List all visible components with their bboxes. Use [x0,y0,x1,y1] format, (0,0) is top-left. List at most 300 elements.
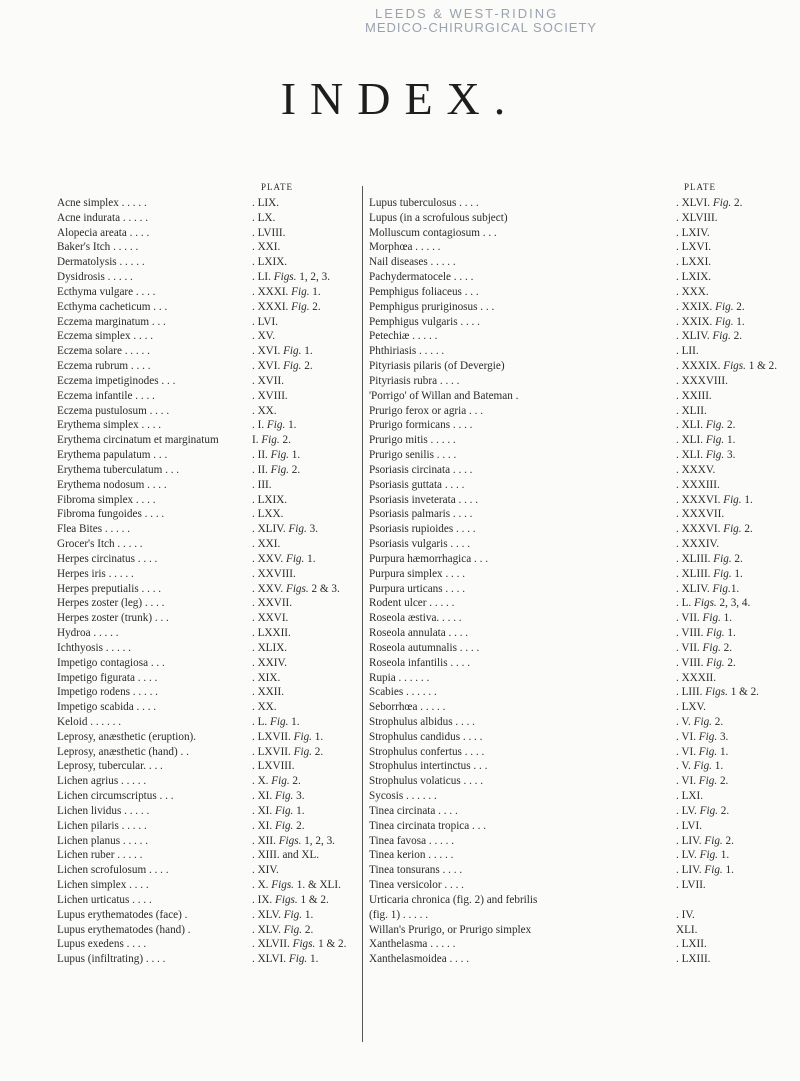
entry-plate-ref: . XLV. Fig. 1. [252,908,314,921]
index-entry [369,700,759,715]
entry-term: Impetigo scabida . . . . [57,701,157,714]
index-entry [369,329,759,344]
index-entry [57,240,357,255]
entry-term: Rupia . . . . . . [369,671,430,684]
entry-term: Erythema circinatum et marginatum [57,434,219,447]
entry-term: Lichen scrofulosum . . . . [57,864,169,877]
stamp-line-2: MEDICO-CHIRURGICAL SOCIETY [365,20,598,35]
entry-plate-ref: . XXIX. Fig. 2. [676,300,745,313]
index-entry [369,478,759,493]
entry-term: Leprosy, anæsthetic (eruption). [57,730,197,743]
entry-plate-ref: . LV. Fig. 2. [676,804,730,817]
entry-plate-ref: . XXXVIII. [676,374,728,387]
index-entry [369,374,759,389]
entry-plate-ref: . XXIII. [676,389,712,402]
entry-term: Pemphigus vulgaris . . . . [369,315,480,328]
index-entry [57,804,357,819]
index-entry [369,522,759,537]
index-entry [369,730,759,745]
index-entry [369,389,759,404]
index-entry [57,685,357,700]
entry-term: Herpes circinatus . . . . [57,552,158,565]
plate-header-right: PLATE [684,182,716,192]
entry-plate-ref: . LXIV. [676,226,710,239]
entry-term: Lupus erythematodes (face) . [57,908,188,921]
index-entry [57,730,357,745]
entry-plate-ref: . XVI. Fig. 1. [252,345,313,358]
entry-term: Psoriasis vulgaris . . . . [369,538,470,551]
entry-term: Eczema solare . . . . . [57,345,150,358]
entry-plate-ref: . XLIII. Fig. 1. [676,567,743,580]
entry-term: Xanthelasmoidea . . . . [369,953,470,966]
entry-term: Pityriasis rubra . . . . [369,374,460,387]
entry-term: Dysidrosis . . . . . [57,271,133,284]
index-entry [369,359,777,374]
entry-plate-ref: . LXI. [676,790,704,803]
entry-term: Grocer's Itch . . . . . [57,538,143,551]
entry-term: Morphœa . . . . . [369,241,441,254]
entry-term: Lupus erythematodes (hand) . [57,923,191,936]
index-entry [369,715,759,730]
entry-term: Eczema marginatum . . . [57,315,166,328]
entry-term: Prurigo formicans . . . . [369,419,473,432]
entry-plate-ref: . XLVI. Fig. 1. [252,953,319,966]
entry-plate-ref: . LXIII. [676,953,711,966]
index-entry [57,507,357,522]
entry-plate-ref: . XXXIV. [676,538,719,551]
index-column-left [57,182,357,967]
entry-term: Tinea favosa . . . . . [369,834,455,847]
entry-term: Pemphigus foliaceus . . . [369,285,479,298]
index-entry [57,848,357,863]
entry-term: Acne indurata . . . . . [57,211,149,224]
entry-term: Psoriasis rupioides . . . . [369,523,476,536]
entry-plate-ref: . V. Fig. 2. [676,715,724,728]
entry-term: Tinea kerion . . . . . [369,849,454,862]
entry-term: Erythema nodosum . . . . [57,478,167,491]
index-entry [369,418,759,433]
entry-plate-ref: . XLIX. [252,641,288,654]
entry-term: Herpes zoster (trunk) . . . [57,612,169,625]
entry-plate-ref: . LIII. Figs. 1 & 2. [676,686,759,699]
index-entry [369,656,759,671]
entry-plate-ref: . XX. [252,701,277,714]
entry-plate-ref: . X. Figs. 1. & XLI. [252,879,341,892]
entry-term: Hydroa . . . . . [57,627,119,640]
entry-term: Lichen agrius . . . . . [57,775,147,788]
index-entry [57,745,357,760]
entry-plate-ref: . LVIII. [252,226,286,239]
entry-plate-ref: . XLIV. Fig. 3. [252,523,318,536]
index-entry [369,789,759,804]
index-entry [57,611,357,626]
entry-plate-ref: . XXIV. [252,656,287,669]
entry-term: Psoriasis palmaris . . . . [369,508,473,521]
entry-plate-ref: . LVI. [252,315,279,328]
index-entry [57,878,357,893]
index-entry [369,196,759,211]
entry-term: Prurigo mitis . . . . . [369,434,456,447]
entry-plate-ref: . XLI. Fig. 1. [676,434,736,447]
index-entry [369,537,759,552]
entry-plate-ref: . XIV. [252,864,279,877]
entry-term: Tinea circinata tropica . . . [369,819,487,832]
index-entry [57,478,357,493]
entry-plate-ref: . II. Fig. 1. [252,449,301,462]
entry-plate-ref: . LXVIII. [252,760,295,773]
index-entry [57,819,357,834]
entry-term: Strophulus confertus . . . . [369,745,485,758]
entry-plate-ref: . VI. Fig. 2. [676,775,729,788]
index-entry [369,671,759,686]
entry-term: Fibroma fungoides . . . . [57,508,165,521]
entry-term: Psoriasis circinata . . . . [369,463,473,476]
entry-term: Herpes zoster (leg) . . . . [57,597,165,610]
index-entry [369,641,759,656]
index-entry [369,923,759,938]
entry-plate-ref: . LXVII. Fig. 2. [252,745,324,758]
entry-term: Xanthelasma . . . . . [369,938,456,951]
entry-term: Roseola autumnalis . . . . [369,641,480,654]
index-entry [369,937,759,952]
entry-term: Lichen lividus . . . . . [57,804,150,817]
entry-plate-ref: . XXI. [252,538,281,551]
index-entry [369,463,759,478]
entry-plate-ref: . LXIX. [252,256,288,269]
index-entry [57,863,357,878]
entry-term: Sycosis . . . . . . [369,790,437,803]
entry-term: Acne simplex . . . . . [57,197,147,209]
entry-plate-ref: . XLIV. Fig.1. [676,582,740,595]
stamp-line-1: LEEDS & WEST-RIDING [375,6,559,21]
index-entry [57,493,357,508]
entry-plate-ref: . LXII. [676,938,707,951]
index-entry [57,596,357,611]
index-entry [369,626,759,641]
entry-plate-ref: . XLI. Fig. 3. [676,449,736,462]
entry-plate-ref: . VII. Fig. 1. [676,612,733,625]
entry-plate-ref: . XLII. [676,404,707,417]
entry-plate-ref: . XXXV. [676,463,716,476]
entry-term: Strophulus candidus . . . . [369,730,483,743]
entry-plate-ref: . XXXII. [676,671,717,684]
index-entry [57,626,357,641]
entry-plate-ref: . VI. Fig. 3. [676,730,729,743]
entry-term: Impetigo rodens . . . . . [57,686,158,699]
entry-plate-ref: . LXXI. [676,256,712,269]
entry-plate-ref: . XV. [252,330,276,343]
index-entry [57,374,357,389]
entry-term: Eczema simplex . . . . [57,330,153,343]
entry-plate-ref: . IX. Figs. 1 & 2. [252,893,329,906]
plate-header-left: PLATE [261,182,293,192]
entry-plate-ref: . XXV. Fig. 1. [252,552,316,565]
entry-term: Ichthyosis . . . . . [57,641,131,654]
entry-plate-ref: . XLVI. Fig. 2. [676,197,743,209]
entry-term: Willan's Prurigo, or Prurigo simplex [369,923,532,936]
entry-term: Strophulus albidus . . . . [369,715,475,728]
index-entry [57,196,357,211]
entry-term: Tinea tonsurans . . . . [369,864,463,877]
index-entry [57,789,357,804]
entry-term: Pemphigus pruriginosus . . . [369,300,495,313]
index-entry [369,819,759,834]
entry-plate-ref: . V. Fig. 1. [676,760,724,773]
index-entry [57,389,357,404]
index-entry [369,300,759,315]
entry-term: Strophulus volaticus . . . . [369,775,484,788]
entry-plate-ref: . XVI. Fig. 2. [252,360,313,373]
index-entry [57,226,357,241]
entry-plate-ref: . XXXI. Fig. 1. [252,285,321,298]
entry-plate-ref: . IV. [676,908,695,921]
entry-plate-ref: . XLIII. Fig. 2. [676,552,743,565]
entry-plate-ref: . XVII. [252,374,285,387]
entry-term: Alopecia areata . . . . [57,226,150,239]
entry-plate-ref: . LIX. [252,197,280,209]
index-entry [369,507,759,522]
index-entry [57,759,357,774]
index-entry [369,240,759,255]
entry-term: Herpes iris . . . . . [57,567,134,580]
entry-term: Erythema tuberculatum . . . [57,463,180,476]
entry-term: Roseola æstiva. . . . . [369,612,462,625]
page-title: INDEX. [280,73,520,124]
entry-term: Seborrhœa . . . . . [369,701,446,714]
entry-plate-ref: . XLVIII. [676,211,718,224]
entry-plate-ref: . XLI. Fig. 2. [676,419,736,432]
entry-term: Keloid . . . . . . [57,715,122,728]
index-entry [57,537,357,552]
entry-plate-ref: . VIII. Fig. 2. [676,656,736,669]
entry-term: Prurigo ferox or agria . . . [369,404,484,417]
entry-term: Rodent ulcer . . . . . [369,597,455,610]
index-entry [57,567,357,582]
index-entry [57,418,357,433]
index-entry [369,759,759,774]
index-entry [57,270,357,285]
entry-plate-ref: . XXVII. [252,597,293,610]
entry-term: Ecthyma cacheticum . . . [57,300,168,313]
entry-term: Impetigo figurata . . . . [57,671,158,684]
entry-term: Fibroma simplex . . . . [57,493,156,506]
entry-term: Purpura urticans . . . . [369,582,466,595]
index-entry [57,774,357,789]
entry-term: Eczema impetiginodes . . . [57,374,176,387]
entry-plate-ref: . XXVIII. [252,567,296,580]
index-entry [57,359,357,374]
entry-plate-ref: . LXV. [676,701,706,714]
entry-plate-ref: . LXIX. [676,271,712,284]
index-entry [369,952,759,967]
index-entry [369,611,759,626]
entry-term: Lichen simplex . . . . [57,879,149,892]
index-entry [57,552,357,567]
entry-plate-ref: . LIV. Fig. 1. [676,864,734,877]
entry-plate-ref: . LV. Fig. 1. [676,849,730,862]
entry-term: Erythema papulatum . . . [57,449,168,462]
index-entry [57,522,357,537]
index-entry [57,315,357,330]
index-entry [369,344,759,359]
entry-plate-ref: . XI. Fig. 3. [252,790,305,803]
index-entry [369,848,759,863]
index-entry [369,893,759,908]
index-entry [57,952,357,967]
entry-term: Lichen planus . . . . . [57,834,149,847]
index-entry [57,908,357,923]
index-entry [369,596,759,611]
entry-plate-ref: XLI. [676,923,698,936]
entry-term: Pityriasis pilaris (of Devergie) [369,360,505,373]
index-entry [369,878,759,893]
index-entry [369,270,759,285]
entry-term: Psoriasis inveterata . . . . [369,493,479,506]
index-entry [57,448,357,463]
index-entry [369,448,759,463]
index-entry [369,404,759,419]
index-entry [369,804,759,819]
entry-plate-ref: . XXXVI. Fig. 1. [676,493,753,506]
index-entry [57,937,357,952]
entry-term: Lichen circumscriptus . . . [57,790,174,803]
entry-plate-ref: . LII. [676,345,699,358]
entry-term: Prurigo senilis . . . . [369,449,457,462]
entry-term: Impetigo contagiosa . . . [57,656,165,669]
entry-plate-ref: . XLV. Fig. 2. [252,923,314,936]
entry-plate-ref: . XI. Fig. 2. [252,819,305,832]
entry-term: Lichen pilaris . . . . . [57,819,147,832]
entry-plate-ref: . XVIII. [252,389,288,402]
entry-plate-ref: . XXXI. Fig. 2. [252,300,321,313]
entry-plate-ref: . LVI. [676,819,703,832]
entry-term: Purpura hæmorrhagica . . . [369,552,488,565]
entry-plate-ref: . XLVII. Figs. 1 & 2. [252,938,347,951]
entry-term: Eczema pustulosum . . . . [57,404,170,417]
entry-plate-ref: . LX. [252,211,276,224]
entry-plate-ref: . XXXIX. Figs. 1 & 2. [676,360,777,373]
entry-term: Psoriasis guttata . . . . [369,478,465,491]
entry-term: Lupus (infiltrating) . . . . [57,953,166,966]
entry-plate-ref: . XI. Fig. 1. [252,804,305,817]
index-entry [369,552,759,567]
index-entry [57,641,357,656]
entry-term: Scabies . . . . . . [369,686,437,699]
entry-term: Baker's Itch . . . . . [57,241,139,254]
index-entry [369,863,759,878]
entry-plate-ref: . XXV. Figs. 2 & 3. [252,582,340,595]
index-entry [57,671,357,686]
index-entry [57,700,357,715]
entry-plate-ref: I. Fig. 2. [252,434,291,447]
index-entry [57,285,357,300]
entry-term: Roseola infantilis . . . . [369,656,470,669]
entry-plate-ref: . LXX. [252,508,284,521]
entry-term: 'Porrigo' of Willan and Bateman . [369,389,519,402]
entry-term: Purpura simplex . . . . [369,567,466,580]
index-entry [57,433,357,448]
index-entry [57,329,357,344]
entry-term: Lichen ruber . . . . . [57,849,143,862]
entry-term: Eczema infantile . . . . [57,389,155,402]
entry-plate-ref: . III. [252,478,272,491]
entry-plate-ref: . XXVI. [252,612,289,625]
entry-plate-ref: . L. Figs. 2, 3, 4. [676,597,751,610]
entry-term: Eczema rubrum . . . . [57,360,151,373]
entry-plate-ref: . XXIX. Fig. 1. [676,315,745,328]
entry-plate-ref: . XII. Figs. 1, 2, 3. [252,834,335,847]
entry-plate-ref: . L. Fig. 1. [252,715,300,728]
index-entry [369,774,759,789]
entry-plate-ref: . XLIV. Fig. 2. [676,330,742,343]
entry-plate-ref: . LXVII. Fig. 1. [252,730,324,743]
entry-term: Leprosy, anæsthetic (hand) . . [57,745,189,758]
entry-plate-ref: . XIX. [252,671,281,684]
entry-plate-ref: . XXXVII. [676,508,725,521]
index-entry [369,685,759,700]
entry-plate-ref: . VII. Fig. 2. [676,641,733,654]
index-entry [369,285,759,300]
entry-plate-ref: . VIII. Fig. 1. [676,627,736,640]
index-entry [57,463,357,478]
entry-term: Lichen urticatus . . . . [57,893,152,906]
entry-term: Nail diseases . . . . . [369,256,456,269]
entry-term: Phthiriasis . . . . . [369,345,445,358]
entry-plate-ref: . LVII. [676,879,706,892]
entry-term: Tinea circinata . . . . [369,804,458,817]
entry-plate-ref: . VI. Fig. 1. [676,745,729,758]
index-entry [57,300,357,315]
index-entry [369,226,759,241]
entry-plate-ref: . LXVI. [676,241,712,254]
entry-term: Lupus tuberculosus . . . . [369,197,479,209]
entry-term: Pachydermatocele . . . . [369,271,474,284]
index-entry [57,582,357,597]
entry-term: Lupus (in a scrofulous subject) [369,211,508,224]
entry-plate-ref: . XXXIII. [676,478,720,491]
entry-term: Herpes preputialis . . . . [57,582,162,595]
entry-plate-ref: . LXIX. [252,493,288,506]
entry-term: Petechiæ . . . . . [369,330,438,343]
entry-plate-ref: . XXII. [252,686,285,699]
index-entry [57,893,357,908]
index-entry [57,255,357,270]
entry-term: Urticaria chronica (fig. 2) and febrilis [369,893,538,906]
entry-term: (fig. 1) . . . . . [369,908,429,921]
entry-term: Lupus exedens . . . . [57,938,147,951]
entry-plate-ref: . I. Fig. 1. [252,419,297,432]
index-entry [57,834,357,849]
index-entry [369,745,759,760]
index-column-right [369,182,777,967]
entry-plate-ref: . LI. Figs. 1, 2, 3. [252,271,330,284]
entry-term: Erythema simplex . . . . [57,419,162,432]
index-entry [57,715,357,730]
index-entry [57,344,357,359]
index-entry [369,315,759,330]
index-entry [57,404,357,419]
entry-plate-ref: . XIII. and XL. [252,849,320,862]
index-entry [369,493,759,508]
index-entry [369,433,759,448]
column-divider [362,186,363,1042]
index-entry [369,211,759,226]
entry-term: Roseola annulata . . . . [369,627,469,640]
entry-term: Leprosy, tubercular. . . . [57,760,163,773]
index-entry [57,923,357,938]
entry-plate-ref: . LIV. Fig. 2. [676,834,734,847]
entry-plate-ref: . X. Fig. 2. [252,775,301,788]
